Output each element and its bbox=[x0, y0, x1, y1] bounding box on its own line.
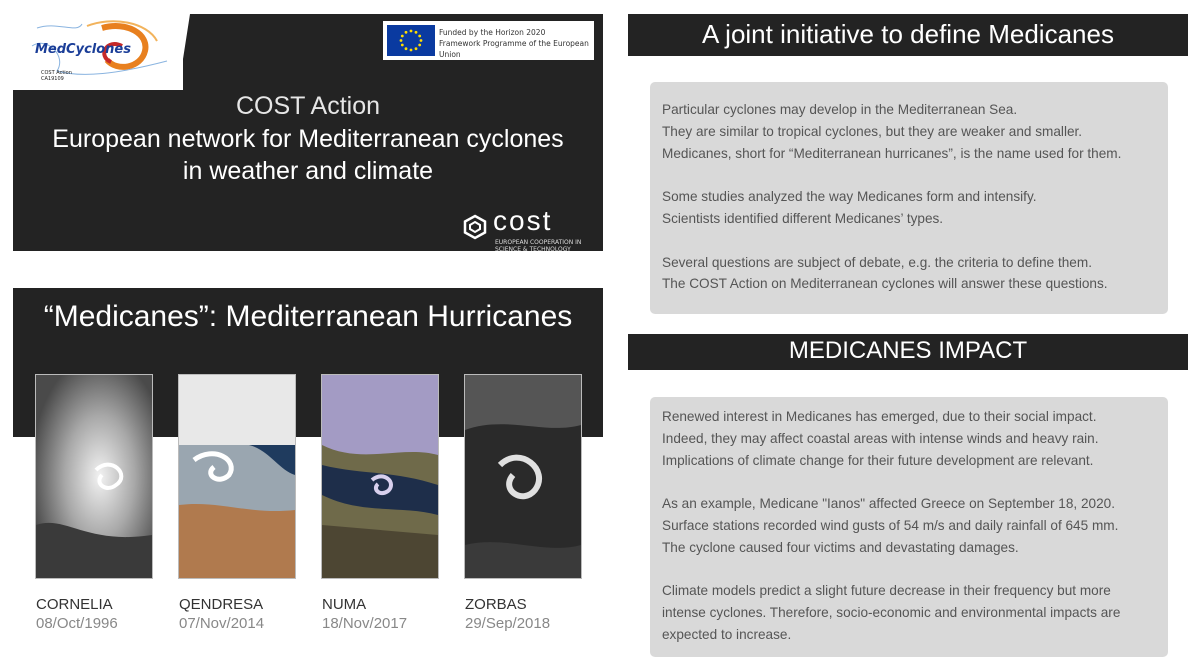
banner-subtitle: COST Action bbox=[235, 92, 381, 120]
medicane-date: 08/Oct/1996 bbox=[36, 615, 118, 632]
medicanes-title: “Medicanes”: Mediterranean Hurricanes bbox=[43, 300, 573, 333]
medicane-name: CORNELIA bbox=[36, 596, 113, 613]
text-line: expected to increase. bbox=[662, 626, 792, 642]
text-line: Surface stations recorded wind gusts of 54 m/s and daily rainfall of 645 mm. bbox=[662, 517, 1119, 533]
cost-logo bbox=[462, 205, 592, 260]
eu-funding-badge bbox=[383, 21, 594, 60]
logo-subtitle: COST Action CA19109 bbox=[41, 70, 72, 82]
cost-subtitle: EUROPEAN COOPERATION IN SCIENCE & TECHNOLOGY bbox=[495, 239, 582, 253]
text-line: intense cyclones. Therefore, socio-economic and environmental impacts are bbox=[662, 605, 1121, 621]
medicane-name: QENDRESA bbox=[179, 596, 264, 613]
paragraph bbox=[662, 406, 1156, 471]
paragraph bbox=[662, 580, 1156, 645]
text-line: Implications of climate change for their future development are relevant. bbox=[662, 452, 1094, 468]
initiative-heading: A joint initiative to define Medicanes bbox=[628, 14, 1188, 56]
satellite-image-zorbas bbox=[464, 374, 582, 579]
satellite-image-qendresa bbox=[178, 374, 296, 579]
text-line: They are similar to tropical cyclones, but they are weaker and smaller. bbox=[662, 123, 1083, 139]
paragraph bbox=[662, 252, 1156, 296]
text-line: Particular cyclones may develop in the Mediterranean Sea. bbox=[662, 102, 1018, 117]
banner-title-line2: in weather and climate bbox=[182, 157, 434, 185]
text-line: Indeed, they may affect coastal areas with intense winds and heavy rain. bbox=[662, 430, 1099, 446]
paragraph bbox=[662, 99, 1156, 164]
cost-hexagon-icon bbox=[462, 214, 488, 240]
medicane-name: NUMA bbox=[322, 596, 367, 613]
paragraph bbox=[662, 186, 1156, 230]
logo-text: MedCyclones bbox=[35, 42, 131, 57]
text-line: Medicanes, short for “Mediterranean hurricanes”, is the name used for them. bbox=[662, 145, 1122, 161]
text-line: Renewed interest in Medicanes has emerged, due to their social impact. bbox=[662, 409, 1097, 424]
logo-area bbox=[13, 14, 183, 90]
text-line: The cyclone caused four victims and devastating damages. bbox=[662, 539, 1019, 555]
medicane-date: 07/Nov/2014 bbox=[179, 615, 265, 632]
impact-heading: MEDICANES IMPACT bbox=[628, 334, 1188, 370]
paragraph bbox=[662, 493, 1156, 558]
medicane-date: 29/Sep/2018 bbox=[465, 615, 551, 632]
initiative-text-box bbox=[650, 82, 1168, 314]
cost-wordmark: cost bbox=[493, 205, 553, 236]
satellite-image-numa bbox=[321, 374, 439, 579]
text-line: Some studies analyzed the way Medicanes form and intensify. bbox=[662, 189, 1037, 205]
eu-funding-text: Funded by the Horizon 2020 Framework Programme of the European Union bbox=[439, 28, 589, 59]
text-line: The COST Action on Mediterranean cyclones will answer these questions. bbox=[662, 276, 1108, 292]
text-line: Scientists identified different Medicanes’ types. bbox=[662, 210, 944, 226]
banner-title-line1: European network for Mediterranean cyclones bbox=[52, 125, 564, 153]
satellite-image-cornelia bbox=[35, 374, 153, 579]
eu-flag-icon bbox=[387, 25, 435, 56]
medicane-date: 18/Nov/2017 bbox=[322, 615, 408, 632]
text-line: As an example, Medicane "Ianos" affected Greece on September 18, 2020. bbox=[662, 496, 1115, 512]
medicane-name: ZORBAS bbox=[465, 596, 527, 613]
text-line: Several questions are subject of debate, e.g. the criteria to define them. bbox=[662, 254, 1092, 270]
text-line: Climate models predict a slight future decrease in their frequency but more bbox=[662, 583, 1111, 599]
impact-text-box bbox=[650, 397, 1168, 657]
